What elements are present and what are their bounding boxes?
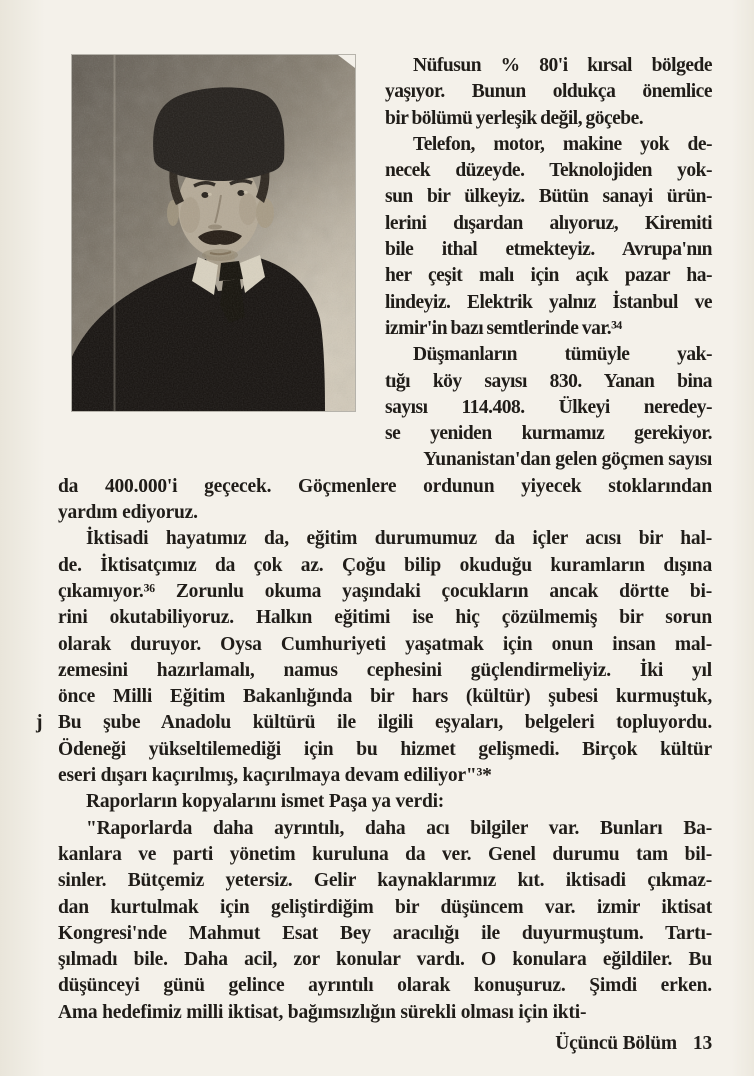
text-line: önce Milli Eğitim Bakanlığında bir hars (kültür) şubesi kurmuştuk, (58, 686, 712, 708)
text-line: İktisadi hayatımız da, eğitim durumumuz da içler acısı bir hal- (86, 528, 712, 550)
text-line: "Raporlarda daha ayrıntılı, daha acı bilgiler var. Bunları Ba- (86, 817, 712, 839)
text-line: lindeyiz. Elektrik yalnız İstanbul ve (385, 291, 712, 313)
text-line: necek düzeyde. Teknolojiden yok- (385, 160, 712, 182)
text-line: sinler. Bütçemiz yetersiz. Gelir kaynaklarımız kıt. iktisadi çıkmaz- (58, 870, 712, 892)
text-line: düşünceyi günü gelince ayrıntılı olarak konuşuruz. Şimdi erken. (58, 975, 712, 997)
text-line: sayısı 114.408. Ülkeyi neredey- (385, 396, 712, 418)
text-line: da 400.000'i geçecek. Göçmenlere ordunun yiyecek stoklarından (58, 475, 712, 497)
text-line: se yeniden kurmamız gerekiyor. (385, 423, 712, 445)
text-block (58, 53, 712, 1026)
text-line: her çeşit malı için açık pazar ha- (385, 265, 712, 287)
text-line: Yunanistan'dan gelen göçmen sayısı (423, 449, 712, 471)
text-line: Kongresi'nde Mahmut Esat Bey aracılığı ile duyurmuştum. Tartı- (58, 922, 712, 944)
text-line: zemesini hazırlamalı, namus cephesini güçlendirmeliyiz. İki yıl (58, 659, 712, 681)
text-line: rini okutabiliyoruz. Halkın eğitimi ise hiç çözülmemiş bir sorun (58, 607, 712, 629)
margin-artifact: j (36, 712, 43, 733)
text-line: Ama hedefimiz milli iktisat, bağımsızlığın sürekli olması için ikti- (58, 1001, 587, 1023)
text-line: yardım ediyoruz. (58, 502, 198, 524)
text-line: lerini dışardan alıyoruz, Kiremiti (385, 212, 712, 234)
text-line: de. İktisatçımız da çok az. Çoğu bilip okuduğu kuramların dışına (58, 554, 712, 576)
text-line: yaşıyor. Bunun oldukça önemlice (385, 81, 712, 103)
text-line: sun bir ülkeyiz. Bütün sanayi ürün- (385, 186, 712, 208)
text-line: bir bölümü yerleşik değil, göçebe. (385, 107, 644, 129)
text-line: Bu şube Anadolu kültürü ile ilgili eşyaları, belgeleri topluyordu. (58, 712, 712, 734)
footer-page-number: 13 (692, 1033, 712, 1054)
page-footer (58, 1033, 712, 1055)
text-line: Nüfusun % 80'i kırsal bölgede (413, 55, 712, 76)
text-line: eseri dışarı kaçırılmış, kaçırılmaya devam ediliyor"³* (58, 765, 492, 787)
text-line: dan kurtulmak için geliştirdiğim bir düşüncem var. izmir iktisat (58, 896, 712, 918)
text-line: tığı köy sayısı 830. Yanan bina (385, 370, 712, 392)
text-line: şılmadı bile. Daha acil, zor konular vardı. O konulara eğildiler. Bu (58, 949, 712, 971)
text-line: izmir'in bazı semtlerinde var.³⁴ (385, 317, 622, 339)
text-line: kanlara ve parti yönetim kuruluna da ver. Genel durumu tam bil- (58, 843, 712, 865)
text-line: olarak duruyor. Oysa Cumhuriyeti yaşatmak için onun insan mal- (58, 633, 712, 655)
text-line: çıkamıyor.³⁶ Zorunlu okuma yaşındaki çocukların ancak dörtte bi- (58, 580, 712, 602)
text-line: Raporların kopyalarını ismet Paşa ya verdi: (86, 791, 445, 813)
text-line: Düşmanların tümüyle yak- (413, 344, 712, 366)
footer-section-title: Üçüncü Bölüm (555, 1033, 677, 1054)
text-line: bile ithal etmekteyiz. Avrupa'nın (385, 239, 712, 261)
text-line: Telefon, motor, makine yok de- (413, 133, 712, 155)
text-line: Ödeneği yükseltilemediği için bu hizmet gelişmedi. Birçok kültür (58, 738, 712, 760)
